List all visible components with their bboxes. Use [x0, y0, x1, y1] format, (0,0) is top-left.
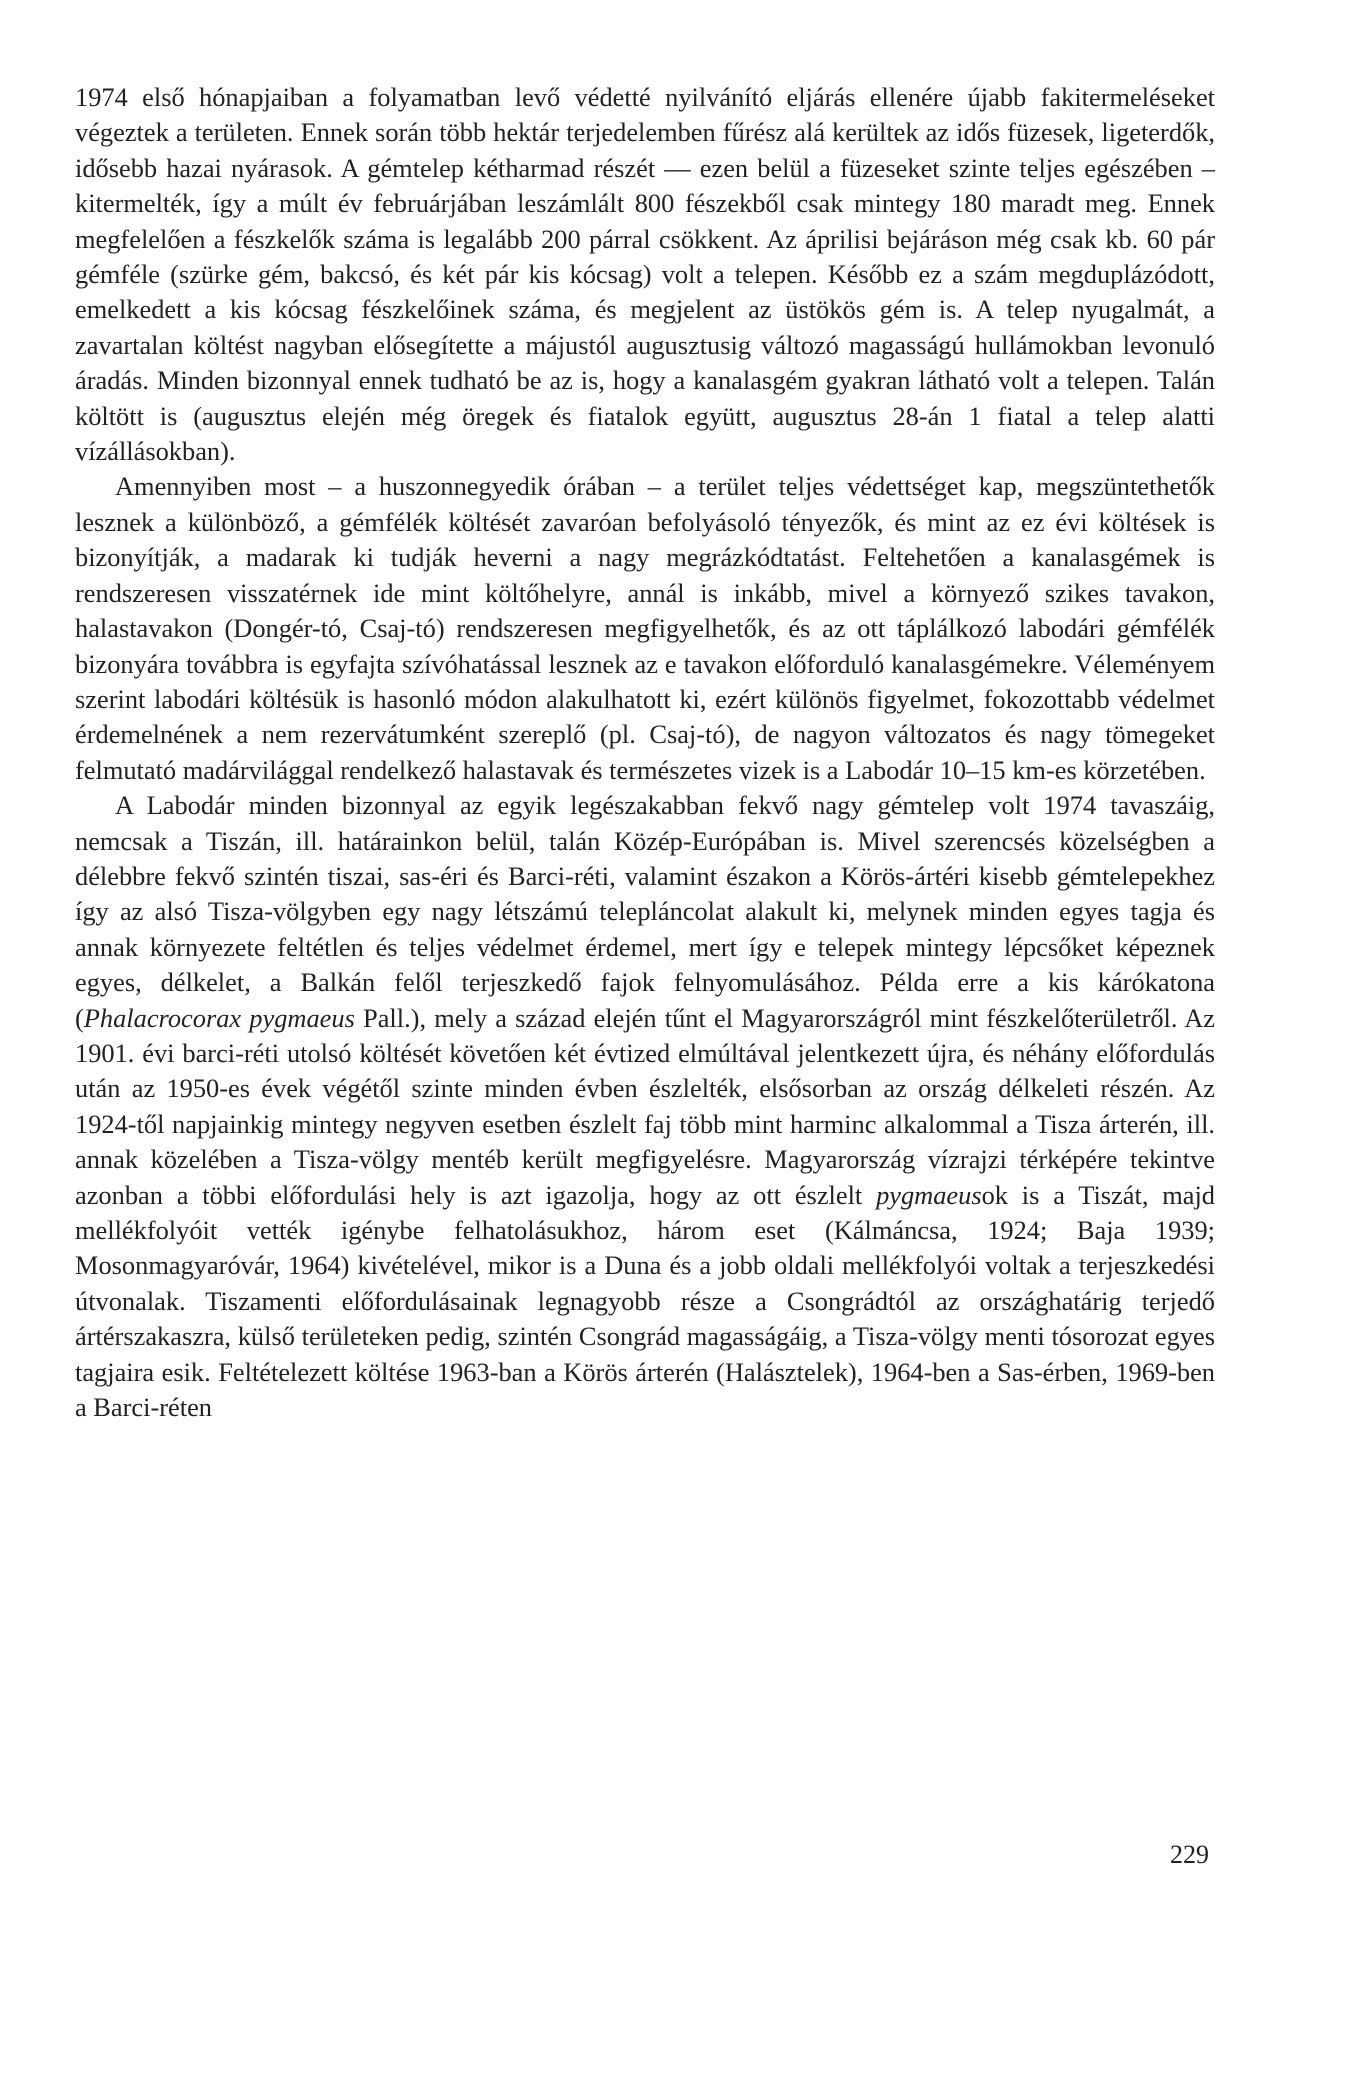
- page-number: 229: [1170, 1840, 1209, 1869]
- paragraph-1: [75, 80, 1215, 469]
- page-body: [75, 80, 1215, 1425]
- paragraph-1-text: 1974 első hónapjaiban a folyamatban levő védetté nyilvánító eljárás ellenére újabb fakitermeléseket végeztek a területen. Ennek során több hektár terjedelemben fűrész alá kerültek az idős füzesek, ligeterdők, idősebb hazai nyárasok. A gémtelep kétharmad részét — ezen belül a füzeseket szinte teljes egészében – kitermelték, így a múlt év februárjában leszámlált 800 fészekből csak mintegy 180 maradt meg. Ennek megfelelően a fészkelők száma is legalább 200 párral csökkent. Az áprilisi bejáráson még csak kb. 60 pár gémféle (szürke gém, bakcsó, és két pár kis kócsag) volt a telepen. Később ez a szám megduplázódott, emelkedett a kis kócsag fészkelőinek száma, és megjelent az üstökös gém is. A telep nyugalmát, a zavartalan költést nagyban elősegítette a májustól augusztusig változó magasságú hullámokban levonuló áradás. Minden bizonnyal ennek tudható be az is, hogy a kanalasgém gyakran látható volt a telepen. Talán költött is (augusztus elején még öregek és fiatalok együtt, augusztus 28-án 1 fiatal a telep alatti vízállásokban).: [75, 82, 1215, 467]
- paragraph-2: [75, 469, 1215, 788]
- paragraph-3-text-b: Pall.), mely a század elején tűnt el Magyarországról mint fészkelőterületről. Az 1901. évi barci-réti utolsó költését követően két évtized elmúltával jelentkezett újra, és néhány előfordulás után az 1950-es évek végétől szinte minden évben észlelték, elsősorban az ország délkeleti részén. Az 1924-től napjainkig mintegy negyven esetben észlelt faj több mint harminc alkalommal a Tisza árterén, ill. annak közelében a Tisza-völgy mentéb került megfigyelésre. Magyarország vízrajzi térképére tekintve azonban a többi előfordulási hely is azt igazolja, hogy az ott észlelt: [75, 1002, 1215, 1210]
- species-name-phalacrocorax: Phalacrocorax pygmaeus: [83, 1002, 355, 1033]
- paragraph-3-text-c: ok is a Tiszát, majd mellékfolyóit vették igénybe felhatolásukhoz, három eset (Kálmáncsa, 1924; Baja 1939; Mosonmagyaróvár, 1964) kivételével, mikor is a Duna és a jobb oldali mellékfolyói voltak a terjeszkedési útvonalak. Tiszamenti előfordulásainak legnagyobb része a Csongrádtól az országhatárig terjedő ártérszakaszra, külső területeken pedig, szintén Csongrád magasságáig, a Tisza-völgy menti tósorozat egyes tagjaira esik. Feltételezett költése 1963-ban a Körös árterén (Halásztelek), 1964-ben a Sas-érben, 1969-ben a Barci-réten: [75, 1179, 1215, 1423]
- paragraph-3: [75, 788, 1215, 1425]
- paragraph-3-text-a: A Labodár minden bizonnyal az egyik legészakabban fekvő nagy gémtelep volt 1974 tavaszáig, nemcsak a Tiszán, ill. határainkon belül, talán Közép-Európában is. Mivel szerencsés közelségben a délebbre fekvő szintén tiszai, sas-éri és Barci-réti, valamint északon a Körös-ártéri kisebb gémtelepekhez így az alsó Tisza-völgyben egy nagy létszámú telepláncolat alakult ki, melynek minden egyes tagja és annak környezete feltétlen és teljes védelmet érdemel, mert így e telepek mintegy lépcsőket képeznek egyes, délkelet, a Balkán felől terjeszkedő fajok felnyomulásához. Példa erre a kis kárókatona (: [75, 790, 1215, 1033]
- species-name-pygmaeus: pygmaeus: [876, 1179, 982, 1210]
- paragraph-2-text: Amennyiben most – a huszonnegyedik órában – a terület teljes védettséget kap, megszüntethetők lesznek a különböző, a gémfélék költését zavaróan befolyásoló tényezők, és mint az ez évi költések is bizonyítják, a madarak ki tudják heverni a nagy megrázkódtatást. Feltehetően a kanalasgémek is rendszeresen visszatérnek ide mint költőhelyre, annál is inkább, mivel a környező szikes tavakon, halastavakon (Dongér-tó, Csaj-tó) rendszeresen megfigyelhetők, és az ott táplálkozó labodári gémfélék bizonyára továbbra is egyfajta szívóhatással lesznek az e tavakon előforduló kanalasgémekre. Véleményem szerint labodári költésük is hasonló módon alakulhatott ki, ezért különös figyelmet, fokozottabb védelmet érdemelnének a nem rezervátumként szereplő (pl. Csaj-tó), de nagyon változatos és nagy tömegeket felmutató madárvilággal rendelkező halastavak és természetes vizek is a Labodár 10–15 km-es körzetében.: [75, 471, 1215, 785]
